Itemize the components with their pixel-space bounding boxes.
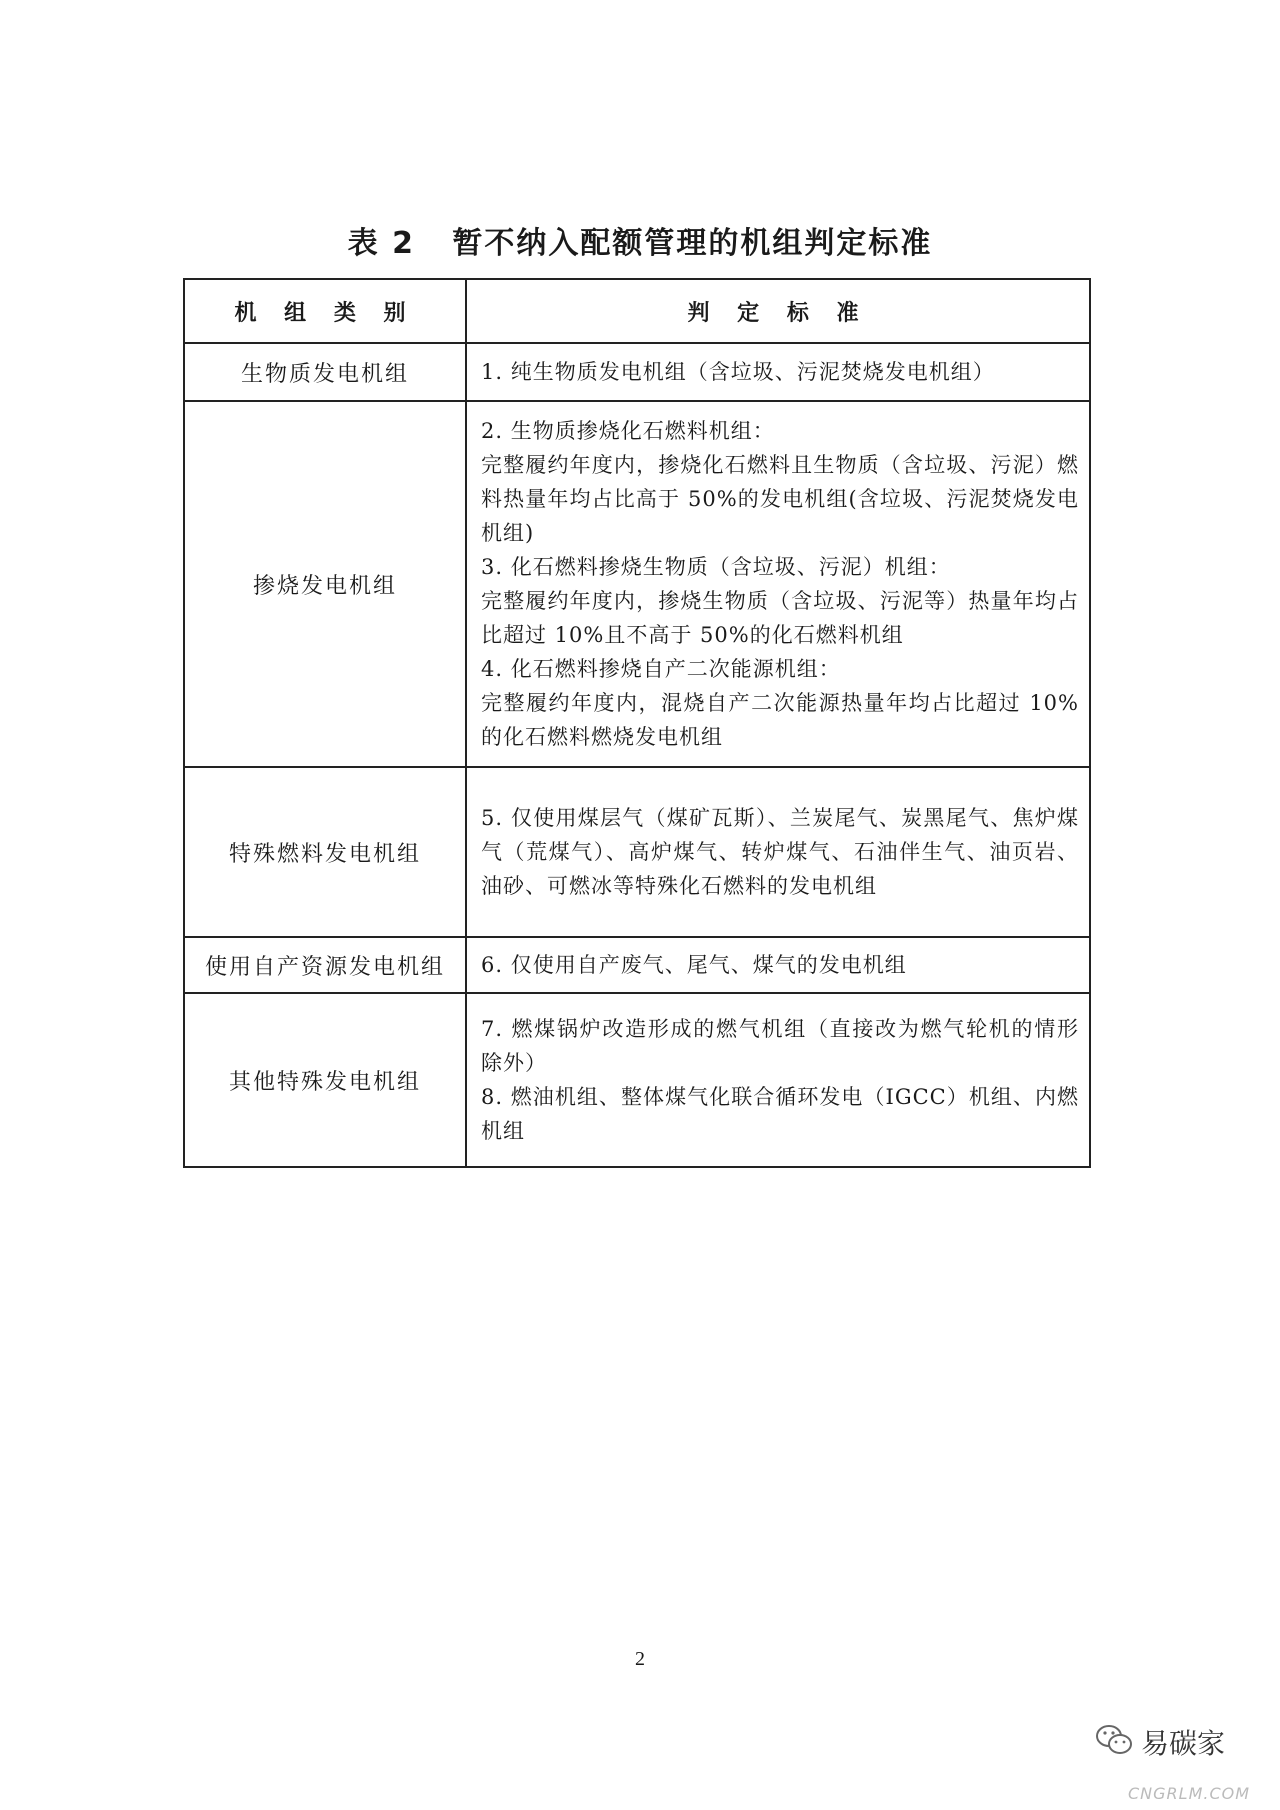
table-row	[184, 993, 1090, 1167]
criteria-line: 2. 生物质掺烧化石燃料机组：	[481, 419, 775, 443]
column-header-criteria: 判 定 标 准	[466, 279, 1090, 343]
criteria-cell	[466, 993, 1090, 1167]
criteria-line: 7. 燃煤锅炉改造形成的燃气机组（直接改为燃气轮机的情形除外）	[481, 1017, 1079, 1075]
category-cell: 其他特殊发电机组	[184, 993, 466, 1167]
criteria-line: 1. 纯生物质发电机组（含垃圾、污泥焚烧发电机组）	[481, 360, 995, 384]
criteria-cell	[466, 767, 1090, 937]
watermark-text: 易碳家	[1141, 1727, 1226, 1760]
criteria-cell	[466, 937, 1090, 993]
category-cell: 掺烧发电机组	[184, 401, 466, 767]
table-title: 表 2 暂不纳入配额管理的机组判定标准	[347, 226, 933, 261]
criteria-line: 完整履约年度内，掺烧化石燃料且生物质（含垃圾、污泥）燃料热量年均占比高于 50%的发电机组(含垃圾、污泥焚烧发电机组)	[481, 453, 1079, 545]
column-header-category: 机 组 类 别	[184, 279, 466, 343]
table-row	[184, 401, 1090, 767]
watermark	[1095, 1722, 1225, 1762]
criteria-line: 6. 仅使用自产废气、尾气、煤气的发电机组	[481, 953, 907, 977]
table-row	[184, 343, 1090, 401]
criteria-line: 3. 化石燃料掺烧生物质（含垃圾、污泥）机组：	[481, 555, 951, 579]
site-mark: CNGRLM.COM	[1128, 1784, 1251, 1803]
criteria-line: 完整履约年度内，掺烧生物质（含垃圾、污泥等）热量年均占比超过 10%且不高于 50%的化石燃料机组	[481, 589, 1079, 647]
category-cell: 生物质发电机组	[184, 343, 466, 401]
table-row	[184, 937, 1090, 993]
criteria-line: 8. 燃油机组、整体煤气化联合循环发电（IGCC）机组、内燃机组	[481, 1085, 1079, 1143]
criteria-line: 5. 仅使用煤层气（煤矿瓦斯）、兰炭尾气、炭黑尾气、焦炉煤气（荒煤气）、高炉煤气、转炉煤气、石油伴生气、油页岩、油砂、可燃冰等特殊化石燃料的发电机组	[481, 806, 1079, 898]
category-cell: 特殊燃料发电机组	[184, 767, 466, 937]
criteria-table	[183, 278, 1091, 1168]
wechat-icon	[1095, 1723, 1133, 1761]
table-header-row	[184, 279, 1090, 343]
criteria-cell	[466, 401, 1090, 767]
category-cell: 使用自产资源发电机组	[184, 937, 466, 993]
table-row	[184, 767, 1090, 937]
criteria-line: 4. 化石燃料掺烧自产二次能源机组：	[481, 657, 841, 681]
page-number: 2	[635, 1648, 645, 1670]
criteria-line: 完整履约年度内，混烧自产二次能源热量年均占比超过 10%的化石燃料燃烧发电机组	[481, 691, 1079, 749]
criteria-cell	[466, 343, 1090, 401]
